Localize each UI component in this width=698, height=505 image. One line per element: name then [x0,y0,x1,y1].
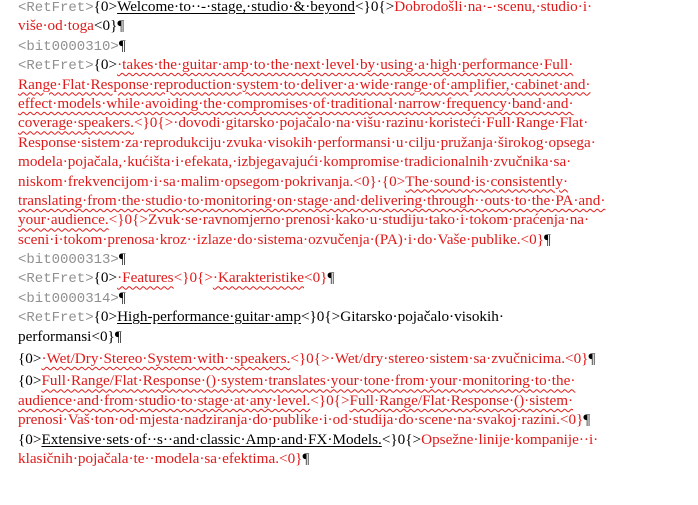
translation-segment: ·Wet/dry·stereo·sistem·sa·zvučnicima. [329,350,565,368]
translation-segment: Dobrodošli·na·-·scenu,·studio·i· [394,0,593,15]
document-line[interactable] [18,430,694,449]
document-line[interactable] [18,230,694,249]
translation-segment: više·od·toga [18,17,94,35]
paragraph-mark: ¶ [118,250,126,268]
source-segment: {0> [18,350,42,368]
source-segment: {0> [93,269,118,287]
translation-segment: <}0{> [173,269,213,287]
source-segment: <0} [93,17,118,35]
translation-segment: <}0{> [290,350,330,368]
translation-segment: The·sound·is·consistently· [405,172,569,190]
translation-segment: <0} [279,449,303,467]
markup-tag: <RetFret> [18,0,94,16]
document-line[interactable] [18,410,694,429]
document-line[interactable] [18,152,694,171]
markup-tag: <RetFret> [18,58,94,75]
paragraph-mark: ¶ [114,327,122,345]
source-segment: {0> [93,308,118,326]
document-line[interactable] [18,268,694,287]
translation-segment: prenosi·Vaš·ton·od·mjesta·nadziranja·do·publike·i·od·studija·do·scene·na·svakoj·razini. [18,411,560,429]
translation-segment: your·audience. [18,211,109,229]
markup-tag: <RetFret> [18,271,94,288]
document-line[interactable] [18,349,694,368]
source-segment: performansi [18,327,92,345]
document-line[interactable] [18,113,694,132]
translation-segment: <0} [559,411,584,429]
paragraph-mark: ¶ [544,230,551,248]
translation-segment: ·Karakteristike [212,269,304,287]
translation-segment: Range·Flat·Response·reproduction·system·to·deliver·a·wide·range·of·amplifier,·cabinet·and· [18,75,591,93]
document-line[interactable] [18,249,694,268]
markup-tag: <bit0000313> [18,252,119,269]
document-line[interactable] [18,0,694,16]
markup-tag: <bit0000310> [18,38,119,55]
source-segment: Extensive·sets·of··s··and·classic·Amp·and·FX·Models. [41,430,382,448]
translation-segment: sceni·i·tokom·prenosa·kroz··izlaze·do·sistema·ozvučenja·(PA)·i·do·Vaše·publike. [18,230,521,248]
document-line[interactable] [18,16,694,35]
translation-segment: translating·from·the·studio·to·monitoring·on·stage·and·delivering·through··outs·to·the·PA·and· [18,191,606,209]
document-line[interactable] [18,172,694,191]
source-segment: <}0{> [354,0,395,15]
source-segment: {0> [18,372,42,390]
translation-segment: <0}·{0> [353,172,406,190]
markup-tag: <bit0000314> [18,290,119,307]
translation-segment: modela·pojačala,·kućišta·i·efekata,·izbjegavajući·kompromise·tradicionalnih·zvučnika·sa· [18,153,572,171]
translation-segment: Full·Range/Flat·Response·()·sistem· [349,391,574,409]
source-segment: <}0{> [381,430,422,448]
document-line[interactable] [18,55,694,74]
translation-segment: <}0{> [133,114,174,132]
translation-segment: ·Wet/Dry·Stereo·System·with··speakers. [41,350,291,368]
translation-segment: Zvuk·se·ravnomjerno·prenosi·kako·u·studiju·tako·i·tokom·praćenja·na· [147,211,590,229]
paragraph-mark: ¶ [327,269,335,287]
document-body[interactable] [18,0,694,468]
document-line[interactable] [18,288,694,307]
translation-segment: <}0{> [108,211,148,229]
document-line[interactable] [18,191,694,210]
document-line[interactable] [18,307,694,326]
translation-segment: klasičnih·pojačala·te··modela·sa·efektima. [18,449,280,467]
translation-segment: <0} [520,230,544,248]
translation-segment: <}0{> [310,391,350,409]
translation-segment: Opsežne·linije·kompanije··i· [421,430,599,448]
source-segment: Welcome·to··-·stage,·studio·&·beyond [117,0,355,15]
document-line[interactable] [18,391,694,410]
paragraph-mark: ¶ [583,411,591,429]
paragraph-mark: ¶ [302,449,310,467]
document-line[interactable] [18,210,694,229]
source-segment: <}0{> [300,308,341,326]
document-line[interactable] [18,133,694,152]
translation-segment: ·dovodi·gitarsko·pojačalo·na·višu·razinu·koristeći·Full·Range·Flat· [173,114,589,132]
document-line[interactable] [18,94,694,113]
paragraph-mark: ¶ [117,17,125,35]
translation-segment: ·Features [117,269,174,287]
paragraph-mark: ¶ [118,36,126,54]
markup-tag: <RetFret> [18,310,94,327]
document-line[interactable] [18,36,694,55]
document-line[interactable] [18,75,694,94]
source-segment: {0> [93,56,118,74]
source-segment: {0> [93,0,118,15]
source-segment: Gitarsko·pojačalo·visokih· [340,308,504,326]
source-segment: {0> [18,430,42,448]
translation-segment: audience·and·from·studio·to·stage·at·any·level. [18,391,311,409]
translation-segment: Response·sistem·za·reprodukciju·zvuka·visokih·performansi·u·cilju·pružanja·širokog·opsega· [18,133,596,151]
paragraph-mark: ¶ [588,350,596,368]
translation-segment: niskom·frekvencijom·i·sa·malim·opsegom·pokrivanja. [18,172,354,190]
translation-segment: ·takes·the·guitar·amp·to·the·next·level·by·using·a·high·performance·Full· [117,56,574,74]
source-segment: <0} [91,327,115,345]
source-segment: High-performance·guitar·amp [117,308,301,326]
document-line[interactable] [18,371,694,390]
translation-segment: <0} [565,350,589,368]
translation-segment: coverage·speakers. [18,114,134,132]
translation-segment: effect·models·while·avoiding·the·compromises·of·traditional·narrow·frequency·band·and· [18,94,574,112]
translation-segment: <0} [304,269,328,287]
paragraph-mark: ¶ [118,288,126,306]
document-line[interactable] [18,449,694,468]
translation-segment: Full·Range/Flat·Response·()·system·translates·your·tone·from·your·monitoring·to·the· [41,372,576,390]
document-line[interactable] [18,327,694,346]
